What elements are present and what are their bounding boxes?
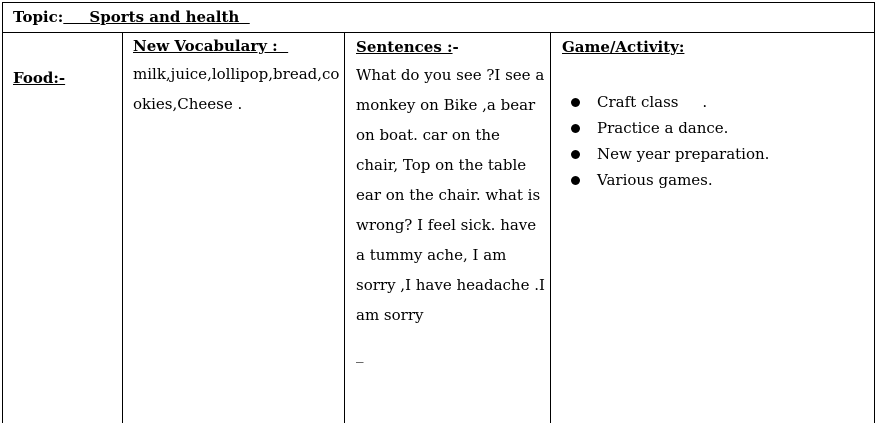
activity-text: Various games. — [597, 171, 713, 189]
game-activity-heading: Game/Activity: — [562, 38, 685, 56]
game-activity-cell — [553, 33, 874, 423]
sentences-cell — [347, 33, 552, 423]
sentences-heading-suffix: - — [452, 38, 459, 56]
food-label: Food:- — [13, 69, 66, 87]
topic-label: Topic: — [13, 8, 64, 26]
activity-list — [562, 89, 868, 193]
sentences-trailing-mark: _ — [356, 345, 364, 363]
column-divider — [122, 33, 123, 423]
topic-line — [13, 8, 250, 26]
vocabulary-heading: New Vocabulary : — [133, 37, 289, 55]
list-item — [562, 141, 868, 167]
list-item — [562, 167, 868, 193]
bullet-icon — [571, 124, 580, 133]
activity-text: Practice a dance. — [597, 119, 729, 137]
lesson-table — [2, 2, 875, 423]
list-item — [562, 115, 868, 141]
activity-text: Craft class . — [597, 93, 708, 111]
bullet-icon — [571, 176, 580, 185]
bullet-icon — [571, 98, 580, 107]
sentences-text: What do you see ?I see a monkey on Bike ,a bear on boat. car on the chair, Top on the table ear on the chair. what is wrong? I feel sick. have a tummy ache, I am sorry ,I have headache .I am sorry — [356, 66, 545, 324]
list-item — [562, 89, 868, 115]
vocabulary-text: milk,juice,lollipop,bread,cookies,Cheese . — [133, 65, 340, 113]
topic-value: Sports and health — [63, 8, 250, 26]
activity-text: New year preparation. — [597, 145, 770, 163]
vocabulary-cell — [125, 33, 346, 423]
topic-row — [3, 3, 874, 33]
sentences-heading: Sentences : — [356, 38, 453, 56]
bullet-icon — [571, 150, 580, 159]
